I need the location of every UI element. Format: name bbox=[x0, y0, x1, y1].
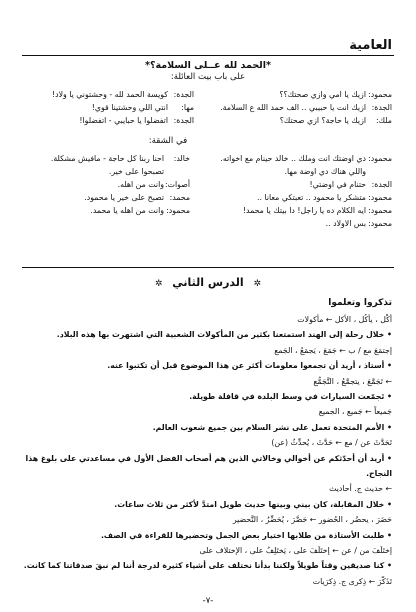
page-number: -٧- bbox=[202, 596, 214, 606]
dialogue-text: وانت من اهله. bbox=[117, 180, 164, 189]
dialogue-line bbox=[196, 204, 392, 217]
speaker-name: خالد: bbox=[173, 154, 190, 163]
dialogue-line bbox=[202, 114, 392, 127]
speaker-name: ملك: bbox=[376, 116, 392, 125]
speaker-name: محمود: bbox=[368, 206, 392, 215]
speaker-name: محمود: bbox=[368, 219, 392, 228]
speaker-name: الجدة: bbox=[371, 103, 392, 112]
speaker-name: الجدة: bbox=[173, 116, 194, 125]
star-icon: ✲ bbox=[154, 279, 163, 289]
speaker-name: الجدة: bbox=[371, 180, 392, 189]
dialogue-line bbox=[22, 191, 190, 204]
dialogue-text: وانت من اهله يا محمد. bbox=[90, 206, 164, 215]
speaker-name: محمود: bbox=[166, 206, 190, 215]
example-sentence: • كنا صديقين وقتاً طويلاً ولكننا بدأنا نختلف على أشياء كثيرة لدرجة أننا لم نبقَ صدقاتنا كما كانت. bbox=[24, 561, 392, 571]
speaker-name: محمد: bbox=[169, 193, 190, 202]
dialogue-headline: *الحمد لله عــلى السلامة؟* bbox=[145, 60, 271, 71]
star-icon: ✲ bbox=[253, 279, 262, 289]
dialogue-text: احنا ربنا كل حاجة - مافيش مشكلة. bbox=[50, 154, 164, 163]
vocab-entry: ← حديث ج. أحاديث bbox=[329, 484, 392, 494]
example-sentence: • خلال رحلة إلى الهند استمتعنا بكثير من المأكولات الشعبية التي اشتهرت بها هذه البلاد. bbox=[56, 330, 392, 340]
lesson-rule bbox=[22, 267, 394, 268]
flat-label: في الشقة: bbox=[148, 136, 188, 146]
dialogue-text: ازيك يا حاجة؟ ازي صحتك؟ bbox=[279, 116, 366, 125]
dialogue-line bbox=[22, 204, 190, 217]
example-sentence: • أريد أن أحدّثكم عن أخوالي وخالاتي الذين هم أصحاب الفضل الأول في مساعدتي على بلوغ هذا bbox=[25, 453, 392, 463]
dialogue-line bbox=[22, 152, 190, 165]
dialogue-line bbox=[22, 101, 194, 114]
example-sentence: النجاح. bbox=[366, 469, 392, 478]
vocab-entry: إختَلَفَ من / عن ← إختَلَفَ على ، يَختَلِفُ على ، الإختلاف على bbox=[199, 546, 392, 555]
dialogue-text: بس الاولاد .. bbox=[325, 219, 366, 228]
dialogue-line bbox=[22, 178, 190, 191]
example-sentence: • أستاذ ، أريد أن تجمعوا معلومات أكثر عن هذا الموضوع قبل أن تكتبوا عنه. bbox=[107, 361, 392, 371]
dialogue-line bbox=[22, 165, 190, 178]
dialogue-text: حتنام في اوضتي! bbox=[309, 180, 366, 189]
dialogue-text: دي اوضتك انت وملك .. خالد حينام مع اخواته. bbox=[220, 154, 366, 163]
vocab-entry: تَذَكَّرَ ← ذِكرى ج. ذِكرَيات bbox=[312, 576, 392, 586]
lesson-heading bbox=[0, 276, 416, 289]
dialogue-line bbox=[22, 88, 194, 101]
dialogue-subtitle: على باب بيت العائلة: bbox=[170, 72, 246, 82]
dialogue-line bbox=[202, 88, 392, 101]
dialogue-text: انتي اللي وحشتينا قوي! bbox=[91, 103, 168, 112]
speaker-name: أصوات: bbox=[165, 180, 190, 189]
vocab-entry: حَضَرَ ، يحضُر ، الحُضور ← حَضَّرَ ، يُحَضِّرُ ، التَّحضير bbox=[232, 515, 392, 525]
section-title: العامية bbox=[349, 38, 392, 53]
header-rule bbox=[22, 55, 394, 56]
dialogue-text: واللي هناك دي اوضة مها. bbox=[284, 167, 366, 176]
dialogue-text: تصبح على خير يا محمود. bbox=[84, 193, 164, 202]
example-sentence: • خلال المقابلة، كان بيني وبينها حديث طويل امتدَّ لأكثر من ثلاث ساعات. bbox=[114, 499, 392, 509]
dialogue-text: اتفضلوا يا حبايبي - اتفضلوا! bbox=[79, 116, 168, 125]
vocab-entry: ← تَجَمَّعَ ، يتجمَّعُ ، التَّجَمُّع bbox=[313, 376, 392, 386]
dialogue-line bbox=[196, 217, 392, 230]
dialogue-line bbox=[196, 165, 392, 178]
dialogue-text: ازيك يا امي وازي صحتك؟؟ bbox=[279, 90, 366, 99]
speaker-name: محمود: bbox=[368, 90, 392, 99]
dialogue-line bbox=[196, 191, 392, 204]
vocab-entry: جَميعاً ← جَميع ، الجميع bbox=[318, 407, 392, 417]
dialogue-text: كويسة الحمد لله - وحشتوني يا ولاد! bbox=[52, 90, 168, 99]
vocab-entry: إجتمَعَ مع / ب ← جَمَعَ ، يَجمَعُ ، الجَمع bbox=[274, 345, 392, 355]
lesson-title: الدرس الثاني bbox=[172, 276, 244, 289]
dialogue-line bbox=[22, 114, 194, 127]
dialogue-line bbox=[202, 101, 392, 114]
example-sentence: • طلبت الأستاذة من طلابها اختيار بعض الجمل وتحضيرها للقراءة في الصف. bbox=[100, 530, 392, 540]
dialogue-text: تصبحوا على خير. bbox=[108, 167, 164, 176]
speaker-name: محمود: bbox=[368, 193, 392, 202]
vocab-section-title: تذكروا وتعلموا bbox=[328, 298, 392, 308]
dialogue-line bbox=[196, 152, 392, 165]
vocab-entry: تَحَدَّثَ عن / مع ← حَدَّثَ ، يُحدِّثُ (عن) bbox=[271, 438, 392, 448]
example-sentence: • الأمم المتحدة تعمل على نشر السلام بين جميع شعوب العالم. bbox=[152, 422, 392, 432]
speaker-name: مها: bbox=[181, 103, 194, 112]
dialogue-text: ازيك انت يا حبيبي .. الف حمد الله ع السلامة. bbox=[220, 103, 366, 112]
speaker-name: محمود: bbox=[368, 154, 392, 163]
vocab-entry: أكْل ، يأكُل ، الأكل ← مأكولات bbox=[297, 315, 392, 324]
dialogue-line bbox=[196, 178, 392, 191]
example-sentence: • تَجمّعت السيارات في وسط البلدة في قافلة طويلة. bbox=[189, 392, 392, 401]
speaker-name: الجدة: bbox=[173, 90, 194, 99]
dialogue-text: ايه الكلام ده يا راجل! دا بيتك يا محمد! bbox=[242, 206, 366, 215]
dialogue-text: متشكر يا محمود .. تعبتكي معانا .. bbox=[257, 193, 366, 202]
